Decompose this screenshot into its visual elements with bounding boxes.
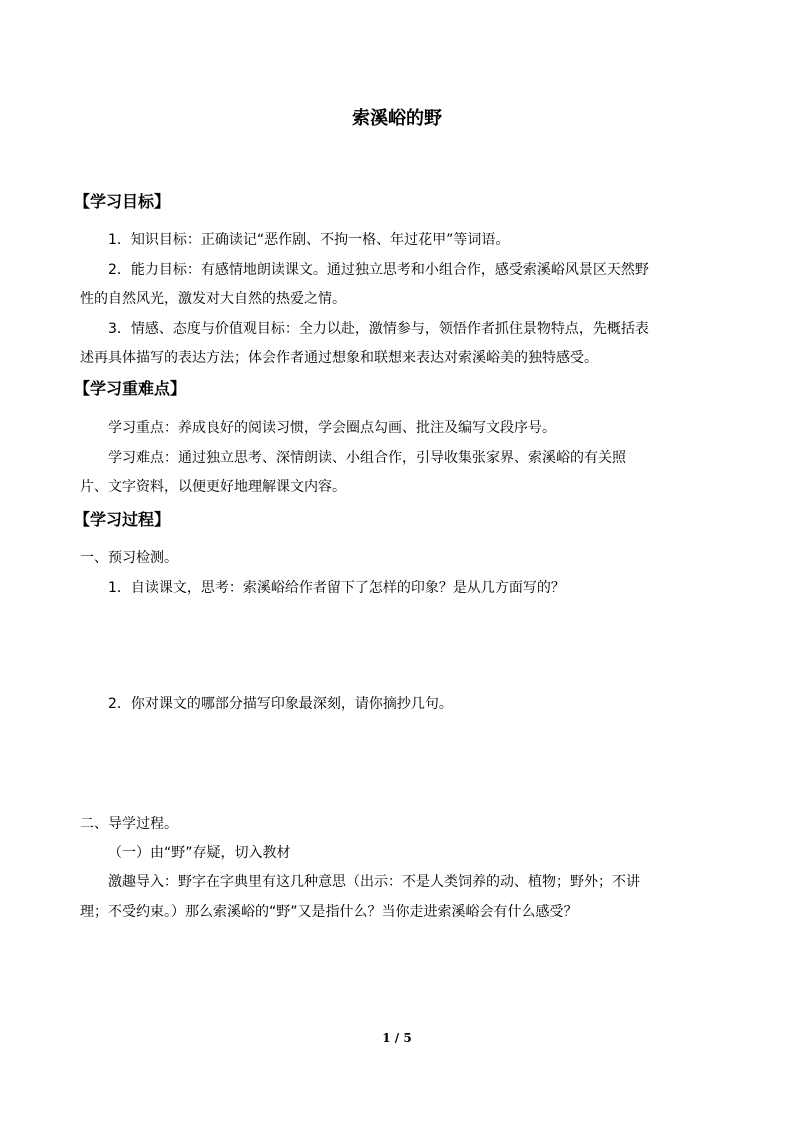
process-heading: 【学习过程】 — [74, 510, 171, 529]
subsection-1-title: （一）由“野”存疑，切入教材 — [108, 845, 291, 861]
goals-line-1: 1．知识目标：正确读记“恶作剧、不拘一格、年过花甲”等词语。 — [108, 232, 510, 248]
goals-line-4: 3．情感、态度与价值观目标：全力以赴，激情参与，领悟作者抓住景物特点，先概括表 — [108, 321, 649, 337]
key-point-line-3: 片、文字资料，以便更好地理解课文内容。 — [80, 479, 346, 495]
goals-line-5: 述再具体描写的表达方法；体会作者通过想象和联想来表达对索溪峪美的独特感受。 — [80, 350, 598, 366]
key-point-line-1: 学习重点：养成良好的阅读习惯，学会圈点勾画、批注及编写文段序号。 — [108, 420, 556, 436]
question-1: 1．自读课文，思考：索溪峪给作者留下了怎样的印象？是从几方面写的？ — [108, 580, 565, 596]
key-points-heading: 【学习重难点】 — [74, 379, 187, 398]
intro-line-2: 理；不受约束。）那么索溪峪的“野”又是指什么？当你走进索溪峪会有什么感受？ — [80, 904, 578, 920]
key-point-line-2: 学习难点：通过独立思考、深情朗读、小组合作，引导收集张家界、索溪峪的有关照 — [108, 450, 626, 466]
goals-heading: 【学习目标】 — [74, 192, 171, 211]
goals-line-3: 性的自然风光，激发对大自然的热爱之情。 — [80, 291, 346, 307]
page-number: 1 / 5 — [382, 1031, 412, 1045]
intro-line-1: 激趣导入：野字在字典里有这几种意思（出示：不是人类饲养的动、植物；野外；不讲 — [108, 874, 640, 890]
goals-line-2: 2．能力目标：有感情地朗读课文。通过独立思考和小组合作，感受索溪峪风景区天然野 — [108, 262, 649, 278]
part2-title: 二、导学过程。 — [80, 816, 178, 832]
part1-title: 一、预习检测。 — [80, 550, 178, 566]
page-title: 索溪峪的野 — [352, 108, 442, 129]
question-2: 2．你对课文的哪部分描写印象最深刻，请你摘抄几句。 — [108, 696, 453, 712]
